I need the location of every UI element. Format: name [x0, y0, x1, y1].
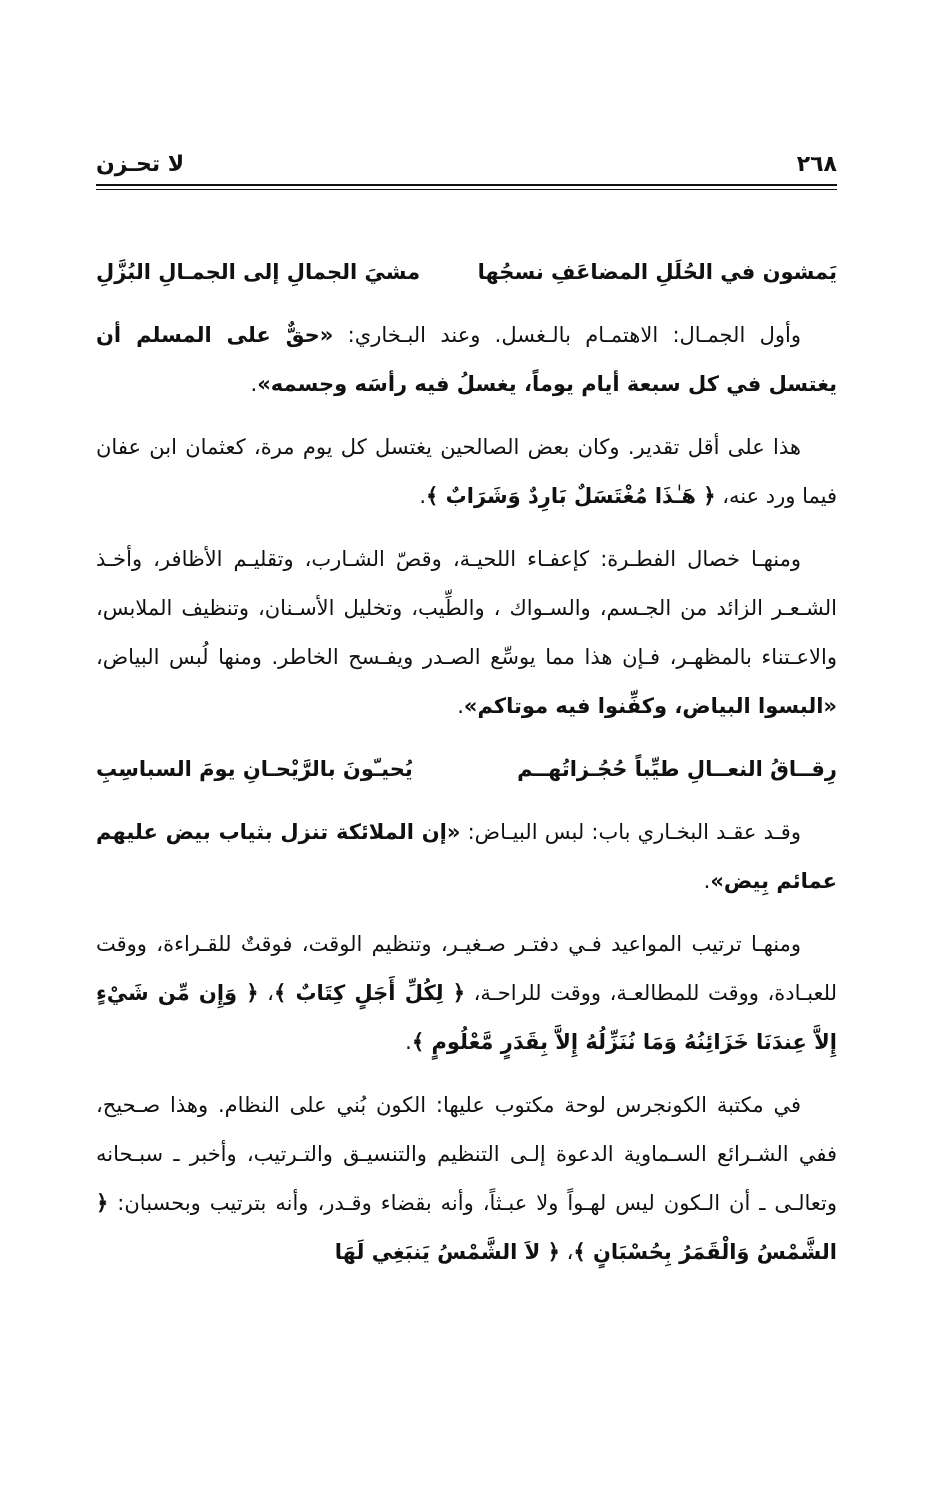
page-header [96, 148, 837, 182]
verse-hemistich-left: يُحيـّونَ بالرَّيْحـانِ يومَ السباسِبِ [96, 757, 413, 781]
poem-verse-2 [96, 745, 837, 794]
text: . [457, 694, 464, 718]
verse-hemistich-right: يَمشون في الحُلَلِ المضاعَفِ نسجُها [477, 260, 837, 284]
paragraph-bathing [96, 311, 837, 409]
hadith-quote: «حقٌّ على المسلم أن يغتسل في كل سبعة أيام يوماً، يغسلُ فيه رأسَه وجسمه» [96, 323, 837, 396]
book-title: لا تحـزن [96, 152, 185, 177]
text: . [250, 372, 258, 396]
text: ، [258, 981, 274, 1005]
quran-quote: ﴿ لِكُلِّ أَجَلٍ كِتَابٌ ﴾ [273, 981, 466, 1005]
text: ومنهـا ترتيب المواعيد فـي دفتـر صـغيـر، وتنظيم الوقت، فوقتٌ للقـراءة، ووقت للعبـادة، ووقت للمطالعـة، ووقت للراحـة، [96, 932, 838, 1005]
paragraph-white-clothes [96, 808, 837, 906]
quran-quote: ﴿ هَـٰذَا مُغْتَسَلٌ بَارِدٌ وَشَرَابٌ ﴾ [426, 484, 716, 508]
text: . [703, 869, 711, 893]
header-rule-thin [96, 189, 837, 190]
paragraph-daily-bath [96, 423, 837, 521]
text: في مكتبة الكونجرس لوحة مكتوب عليها: الكون بُني على النظام. وهذا صـحيح، ففي الشـرائع السـماوية الدعوة إلـى التنظيم والتنسيـق والتـرتيب، وأخبر ـ سبـحانه وتعالـى ـ أن الـكون ليس لهـواً ولا عبـثاً، وأنه بقضاء وقـدر، وأنه بترتيب وبحسبان: [96, 1093, 837, 1215]
verse-hemistich-left: مشيَ الجمالِ إلى الجمـالِ البُزَّلِ [96, 260, 421, 284]
quran-quote: ﴿ الشَّمْسُ وَالْقَمَرُ بِحُسْبَانٍ ﴾ [96, 1191, 837, 1264]
text: وأول الجمـال: الاهتمـام بالـغسل. وعند البـخاري: [333, 323, 801, 347]
quran-quote: ﴿ لاَ الشَّمْسُ يَنبَغِي لَهَا [334, 1240, 560, 1264]
text: ، [559, 1240, 574, 1264]
verse-hemistich-right: رِقــاقُ النعــالِ طيِّباً حُجُـزاتُهــم [517, 757, 837, 781]
text: . [419, 484, 427, 508]
paragraph-schedule [96, 920, 837, 1067]
text: ومنهـا خصال الفطـرة: كإعفـاء اللحيـة، وقصّ الشـارب، وتقليـم الأظافر، وأخـذ الشـعـر الزائد من الجـسم، والسـواك ، والطِّيب، وتخليل الأسـنان، وتنظيف الملابس، والاعـتناء بالمظهـر، فـإن هذا مما يوسِّع الصـدر ويفـسح الخاطر. ومنها لُبس البياض، [96, 547, 837, 669]
paragraph-fitra [96, 535, 837, 731]
text: وقـد عقـد البخـاري باب: لبس البيـاض: [460, 820, 801, 844]
hadith-quote: «إن الملائكة تنزل بثياب بيض عليهم عمائم بِيض» [96, 820, 837, 893]
hadith-quote: «البسوا البياض، وكفِّنوا فيه موتاكم» [463, 694, 837, 718]
page-number: ٢٦٨ [796, 152, 837, 177]
header-rule-thick [96, 184, 837, 186]
text: هذا على أقل تقدير. وكان بعض الصالحين يغتسل كل يوم مرة، كعثمان ابن عفان فيما ورد عنه، [96, 435, 837, 508]
paragraph-order [96, 1081, 837, 1277]
quran-quote: ﴿ وَإِن مِّن شَيْءٍ إِلاَّ عِندَنَا خَزَائِنُهُ وَمَا نُنَزِّلُهُ إِلاَّ بِقَدَرٍ مَّعْلُومٍ ﴾ [96, 981, 837, 1054]
poem-verse-1 [96, 248, 837, 297]
page-body [96, 248, 837, 1291]
text: . [405, 1030, 412, 1054]
